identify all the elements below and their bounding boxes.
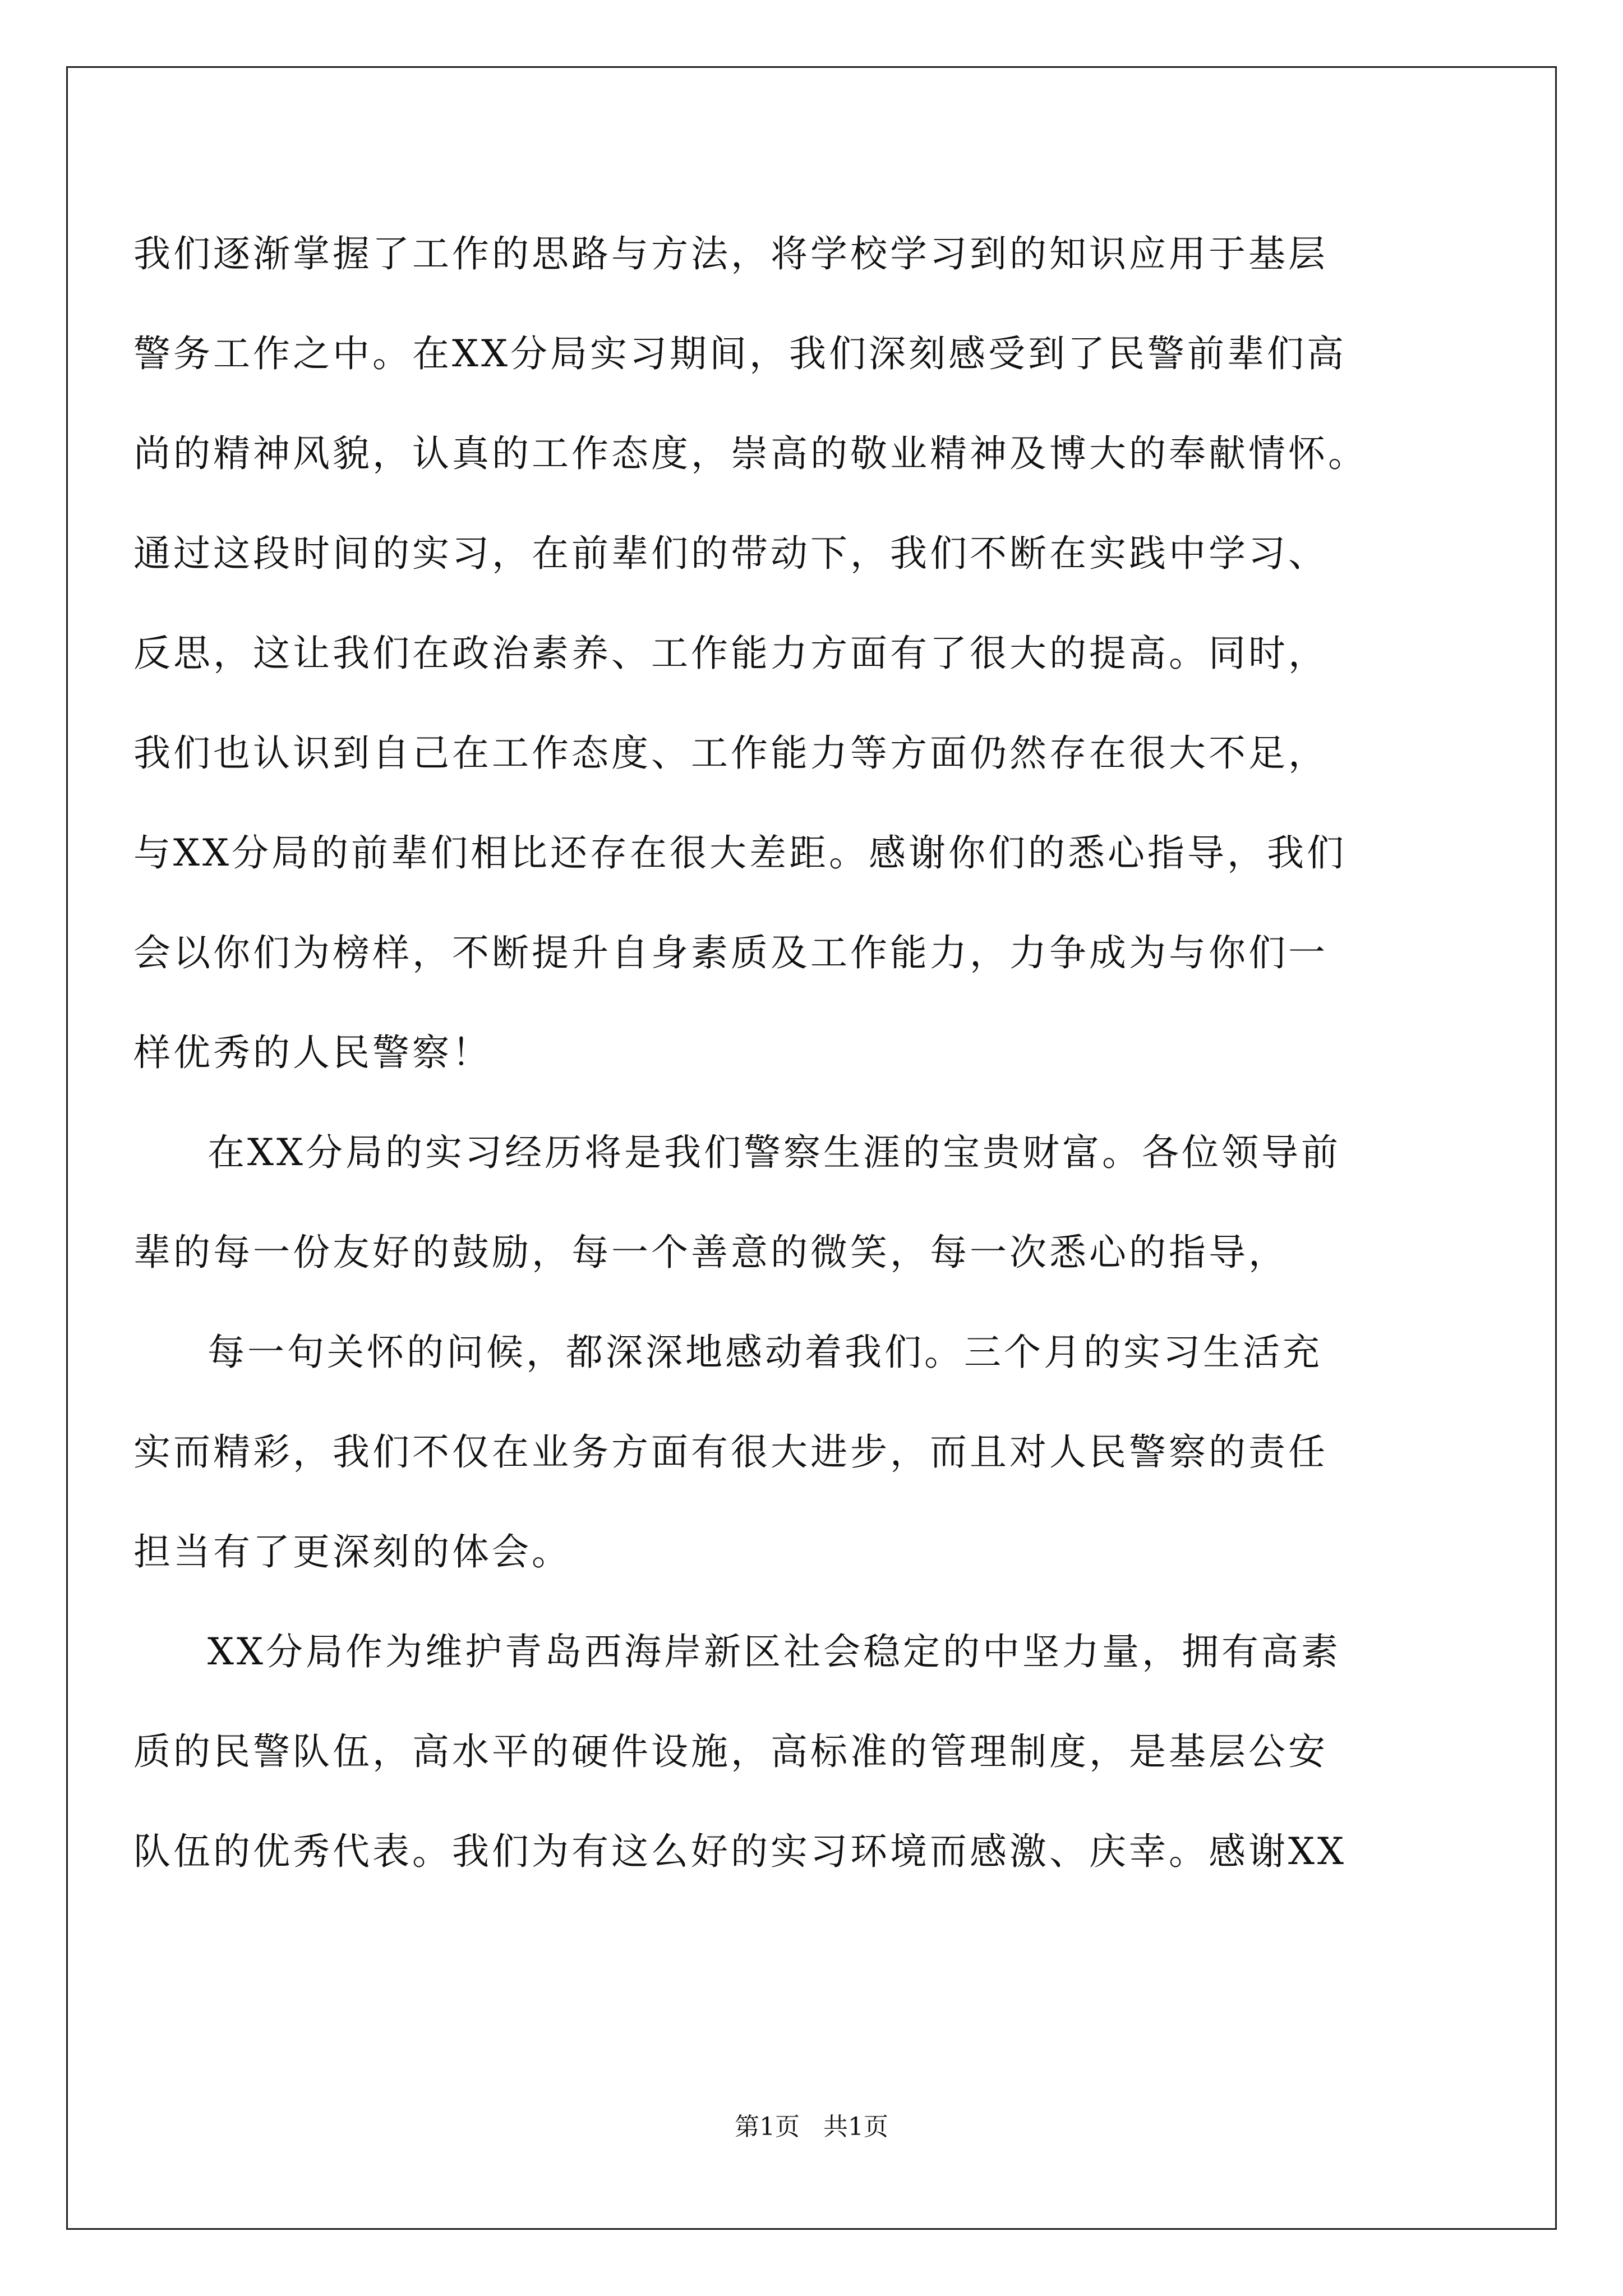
text-line: 尚的精神风貌，认真的工作态度，崇高的敬业精神及博大的奉献情怀。 — [133, 432, 1368, 475]
text-line: 样优秀的人民警察！ — [133, 1031, 492, 1074]
paragraph-first-line: 每一句关怀的问候，都深深地感动着我们。三个月的实习生活充 — [208, 1331, 1322, 1374]
text-line: 通过这段时间的实习，在前辈们的带动下，我们不断在实践中学习、 — [133, 532, 1328, 575]
text-line: 我们逐渐掌握了工作的思路与方法，将学校学习到的知识应用于基层 — [133, 232, 1328, 275]
page-footer: 第1页 共1页 — [735, 2113, 888, 2141]
text-line: 会以你们为榜样，不断提升自身素质及工作能力，力争成为与你们一 — [133, 931, 1328, 974]
text-line: 质的民警队伍，高水平的硬件设施，高标准的管理制度，是基层公安 — [133, 1730, 1328, 1773]
text-line: 实而精彩，我们不仅在业务方面有很大进步，而且对人民警察的责任 — [133, 1430, 1328, 1474]
text-line: 担当有了更深刻的体会。 — [133, 1530, 571, 1573]
text-line: 警务工作之中。在XX分局实习期间，我们深刻感受到了民警前辈们高 — [133, 332, 1347, 375]
text-line: 队伍的优秀代表。我们为有这么好的实习环境而感激、庆幸。感谢XX — [133, 1830, 1347, 1873]
text-line: 与XX分局的前辈们相比还存在很大差距。感谢你们的悉心指导，我们 — [133, 831, 1347, 875]
text-line: 反思，这让我们在政治素养、工作能力方面有了很大的提高。同时， — [133, 632, 1328, 675]
text-line: 辈的每一份友好的鼓励，每一个善意的微笑，每一次悉心的指导， — [133, 1231, 1288, 1274]
paragraph-first-line: XX分局作为维护青岛西海岸新区社会稳定的中坚力量，拥有高素 — [208, 1630, 1341, 1673]
text-line: 我们也认识到自己在工作态度、工作能力等方面仍然存在很大不足， — [133, 731, 1328, 775]
paragraph-first-line: 在XX分局的实习经历将是我们警察生涯的宝贵财富。各位领导前 — [208, 1131, 1341, 1174]
